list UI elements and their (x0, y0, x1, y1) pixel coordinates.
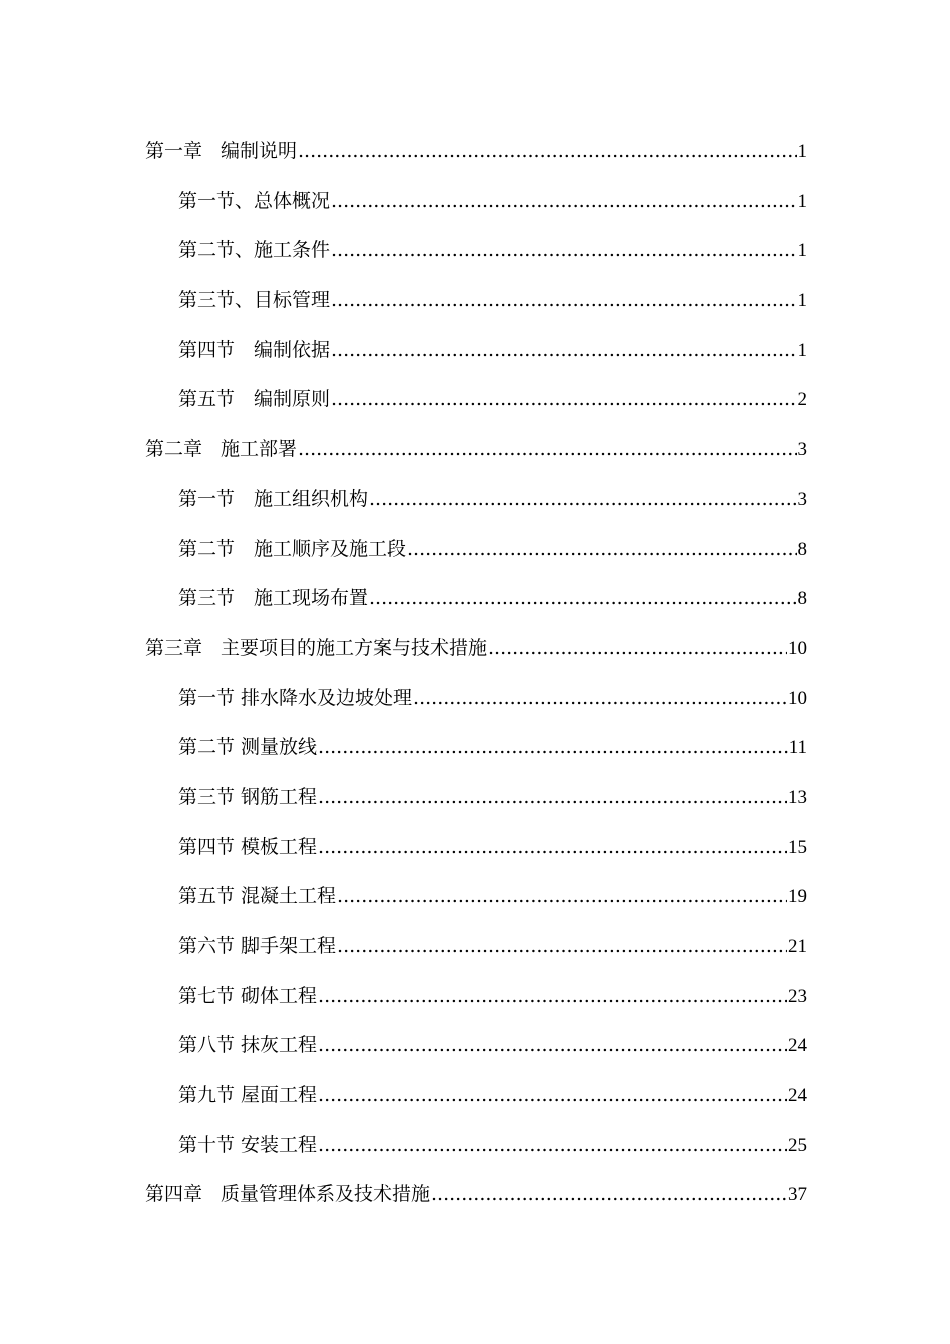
toc-entry-label: 第四节 模板工程 (178, 835, 318, 858)
toc-page-number: 1 (797, 190, 807, 212)
toc-entry-section[interactable] (145, 177, 807, 227)
toc-dot-leader (331, 375, 796, 425)
toc-entry-label: 第四章 质量管理体系及技术措施 (145, 1183, 431, 1206)
toc-dot-leader (318, 1071, 787, 1121)
toc-entry-section[interactable] (145, 773, 807, 823)
toc-dot-leader (331, 226, 796, 276)
toc-entry-label: 第一节、总体概况 (178, 189, 331, 212)
toc-dot-leader (337, 922, 787, 972)
toc-page-number: 37 (788, 1184, 807, 1206)
toc-entry-label: 第二章 施工部署 (145, 438, 298, 461)
toc-entry-section[interactable] (145, 326, 807, 376)
table-of-contents (145, 127, 807, 1220)
toc-page-number: 1 (797, 290, 807, 312)
toc-dot-leader (337, 872, 787, 922)
toc-dot-leader (298, 127, 796, 177)
toc-entry-label: 第三节 施工现场布置 (178, 587, 369, 610)
toc-page-number: 1 (797, 240, 807, 262)
toc-page-number: 10 (788, 687, 807, 709)
toc-page-number: 3 (797, 439, 807, 461)
toc-page-number: 1 (797, 339, 807, 361)
toc-dot-leader (318, 773, 787, 823)
toc-entry-section[interactable] (145, 475, 807, 525)
toc-entry-label: 第三节、目标管理 (178, 289, 331, 312)
toc-page-number: 21 (788, 936, 807, 957)
toc-dot-leader (318, 823, 787, 873)
toc-entry-label: 第五节 混凝土工程 (178, 885, 337, 908)
toc-page-number: 3 (797, 488, 807, 510)
toc-dot-leader (488, 624, 787, 674)
toc-entry-label: 第一节 排水降水及边坡处理 (178, 686, 413, 709)
toc-page-number: 25 (788, 1134, 807, 1156)
toc-dot-leader (331, 276, 796, 326)
toc-entry-label: 第二节、施工条件 (178, 239, 331, 262)
toc-entry-label: 第四节 编制依据 (178, 338, 331, 361)
toc-entry-label: 第三章 主要项目的施工方案与技术措施 (145, 636, 488, 659)
toc-entry-chapter-2[interactable] (145, 425, 807, 475)
toc-entry-section[interactable] (145, 276, 807, 326)
toc-dot-leader (407, 525, 796, 575)
toc-entry-chapter-4[interactable] (145, 1170, 807, 1220)
toc-dot-leader (318, 1021, 787, 1071)
toc-entry-label: 第二节 施工顺序及施工段 (178, 537, 407, 560)
toc-entry-section[interactable] (145, 823, 807, 873)
toc-entry-section[interactable] (145, 525, 807, 575)
toc-entry-label: 第八节 抹灰工程 (178, 1034, 318, 1057)
toc-page-number: 8 (797, 588, 807, 610)
toc-page-number: 15 (788, 836, 807, 858)
toc-entry-label: 第九节 屋面工程 (178, 1084, 318, 1107)
toc-page-number: 8 (797, 538, 807, 560)
toc-page-number: 19 (788, 886, 807, 908)
toc-entry-section[interactable] (145, 574, 807, 624)
toc-entry-section[interactable] (145, 375, 807, 425)
toc-entry-section[interactable] (145, 972, 807, 1022)
toc-entry-section[interactable] (145, 674, 807, 724)
toc-entry-label: 第五节 编制原则 (178, 388, 331, 411)
toc-page-number: 24 (788, 1035, 807, 1057)
toc-page-number: 2 (797, 389, 807, 411)
toc-page-number: 1 (797, 141, 807, 162)
toc-dot-leader (369, 475, 796, 525)
toc-dot-leader (369, 574, 796, 624)
toc-page-number: 23 (788, 985, 807, 1007)
toc-entry-section[interactable] (145, 1021, 807, 1071)
toc-entry-section[interactable] (145, 1121, 807, 1171)
toc-entry-label: 第七节 砌体工程 (178, 984, 318, 1007)
toc-page-number: 24 (788, 1085, 807, 1107)
toc-dot-leader (318, 972, 787, 1022)
toc-page-number: 11 (788, 737, 807, 759)
toc-entry-section[interactable] (145, 226, 807, 276)
toc-entry-label: 第一节 施工组织机构 (178, 487, 369, 510)
toc-entry-section[interactable] (145, 1071, 807, 1121)
toc-entry-section[interactable] (145, 872, 807, 922)
toc-page-number: 10 (788, 637, 807, 659)
toc-entry-label: 第一章 编制说明 (145, 140, 298, 162)
toc-dot-leader (431, 1170, 787, 1220)
toc-page-number: 13 (788, 786, 807, 808)
toc-dot-leader (318, 1121, 787, 1171)
toc-entry-section[interactable] (145, 723, 807, 773)
toc-entry-label: 第六节 脚手架工程 (178, 935, 337, 957)
toc-entry-chapter-3[interactable] (145, 624, 807, 674)
toc-entry-section[interactable] (145, 922, 807, 972)
toc-dot-leader (298, 425, 796, 475)
toc-dot-leader (413, 674, 787, 724)
toc-dot-leader (331, 177, 796, 227)
toc-entry-label: 第二节 测量放线 (178, 736, 318, 759)
toc-entry-label: 第三节 钢筋工程 (178, 785, 318, 808)
toc-entry-chapter-1[interactable] (145, 127, 807, 177)
toc-dot-leader (331, 326, 796, 376)
toc-entry-label: 第十节 安装工程 (178, 1133, 318, 1156)
toc-dot-leader (318, 723, 788, 773)
